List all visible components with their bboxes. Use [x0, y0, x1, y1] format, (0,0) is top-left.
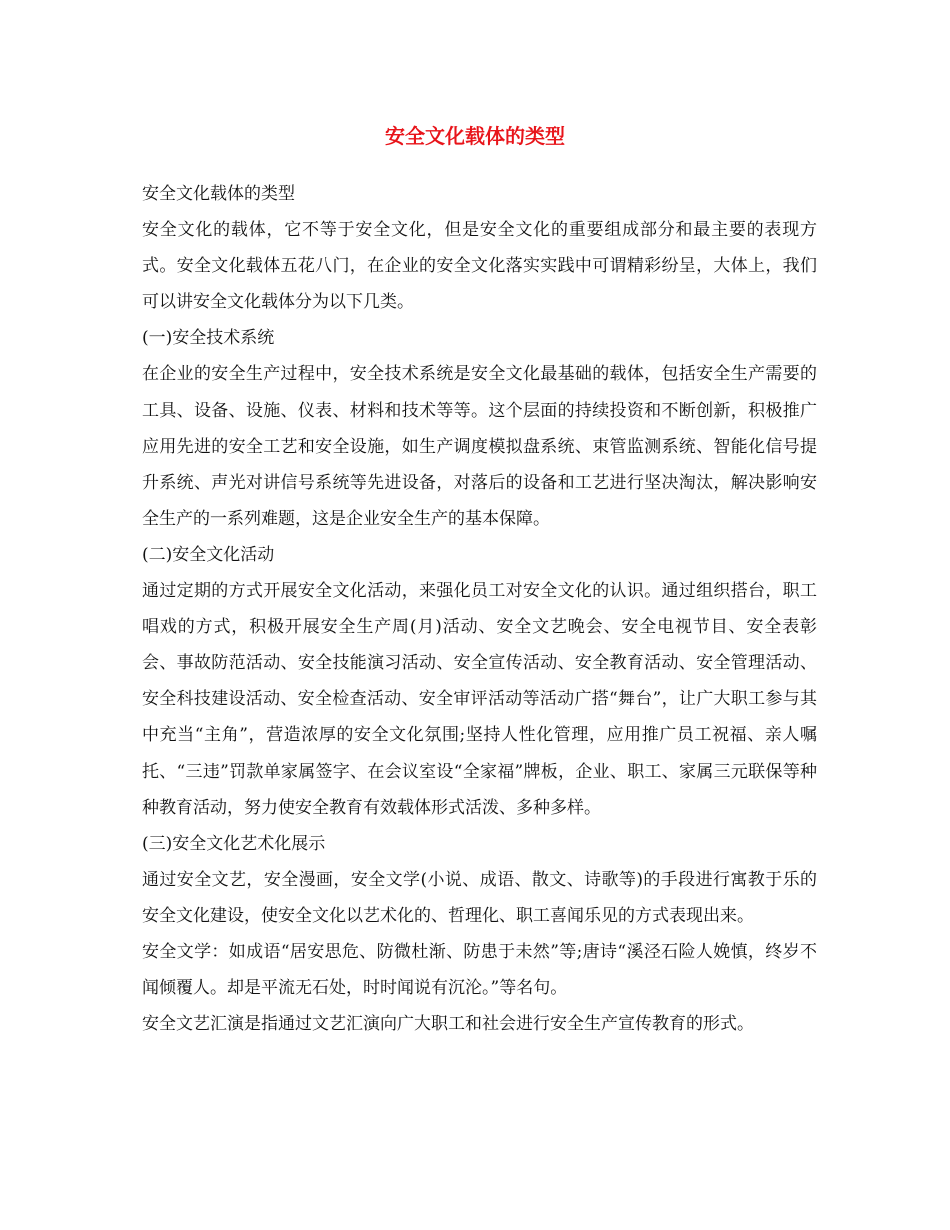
section-heading-2: (二)安全文化活动	[142, 544, 275, 565]
paragraph-performance: 安全文艺汇演是指通过文艺汇演向广大职工和社会进行安全生产宣传教育的形式。	[142, 1014, 754, 1035]
paragraph-section-3: 通过安全文艺，安全漫画，安全文学(小说、成语、散文、诗歌等)的手段进行寓教于乐的安全文化建设，使安全文化以艺术化的、哲理化、职工喜闻乐见的方式表现出来。	[142, 869, 817, 926]
paragraph-subtitle: 安全文化载体的类型	[142, 184, 295, 204]
document-title: 安全文化载体的类型	[385, 124, 565, 148]
paragraph-intro: 安全文化的载体，它不等于安全文化，但是安全文化的重要组成部分和最主要的表现方式。安全文化载体五花八门，在企业的安全文化落实实践中可谓精彩纷呈，大体上，我们可以讲安全文化载体分为以下几类。	[142, 220, 817, 313]
paragraph-literature: 安全文学：如成语“居安思危、防微杜渐、防患于未然”等;唐诗“溪泾石险人娩慎，终岁不闻倾覆人。却是平流无石处，时时闻说有沉沦。”等名句。	[142, 941, 817, 999]
paragraph-section-2: 通过定期的方式开展安全文化活动，来强化员工对安全文化的认识。通过组织搭台，职工唱戏的方式，积极开展安全生产周(月)活动、安全文艺晚会、安全电视节目、安全表彰会、事故防范活动、安全技能演习活动、安全宣传活动、安全教育活动、安全管理活动、安全科技建设活动、安全检查活动、安全审评活动等活动广搭“舞台”，让广大职工参与其中充当“主角”，营造浓厚的安全文化氛围;坚持人性化管理，应用推广员工祝福、亲人嘱托、“三违”罚款单家属签字、在会议室设“全家福”牌板，企业、职工、家属三元联保等种种教育活动，努力使安全教育有效载体形式活泼、多种多样。	[142, 581, 817, 818]
section-heading-1: (一)安全技术系统	[142, 328, 275, 349]
section-heading-3: (三)安全文化艺术化展示	[142, 833, 326, 854]
paragraph-section-1: 在企业的安全生产过程中，安全技术系统是安全文化最基础的载体，包括安全生产需要的工具、设备、设施、仪表、材料和技术等等。这个层面的持续投资和不断创新，积极推广应用先进的安全工艺和安全设施，如生产调度模拟盘系统、束管监测系统、智能化信号提升系统、声光对讲信号系统等先进设备，对落后的设备和工艺进行坚决淘汰，解决影响安全生产的一系列难题，这是企业安全生产的基本保障。	[142, 364, 817, 529]
document-body	[142, 176, 817, 1042]
